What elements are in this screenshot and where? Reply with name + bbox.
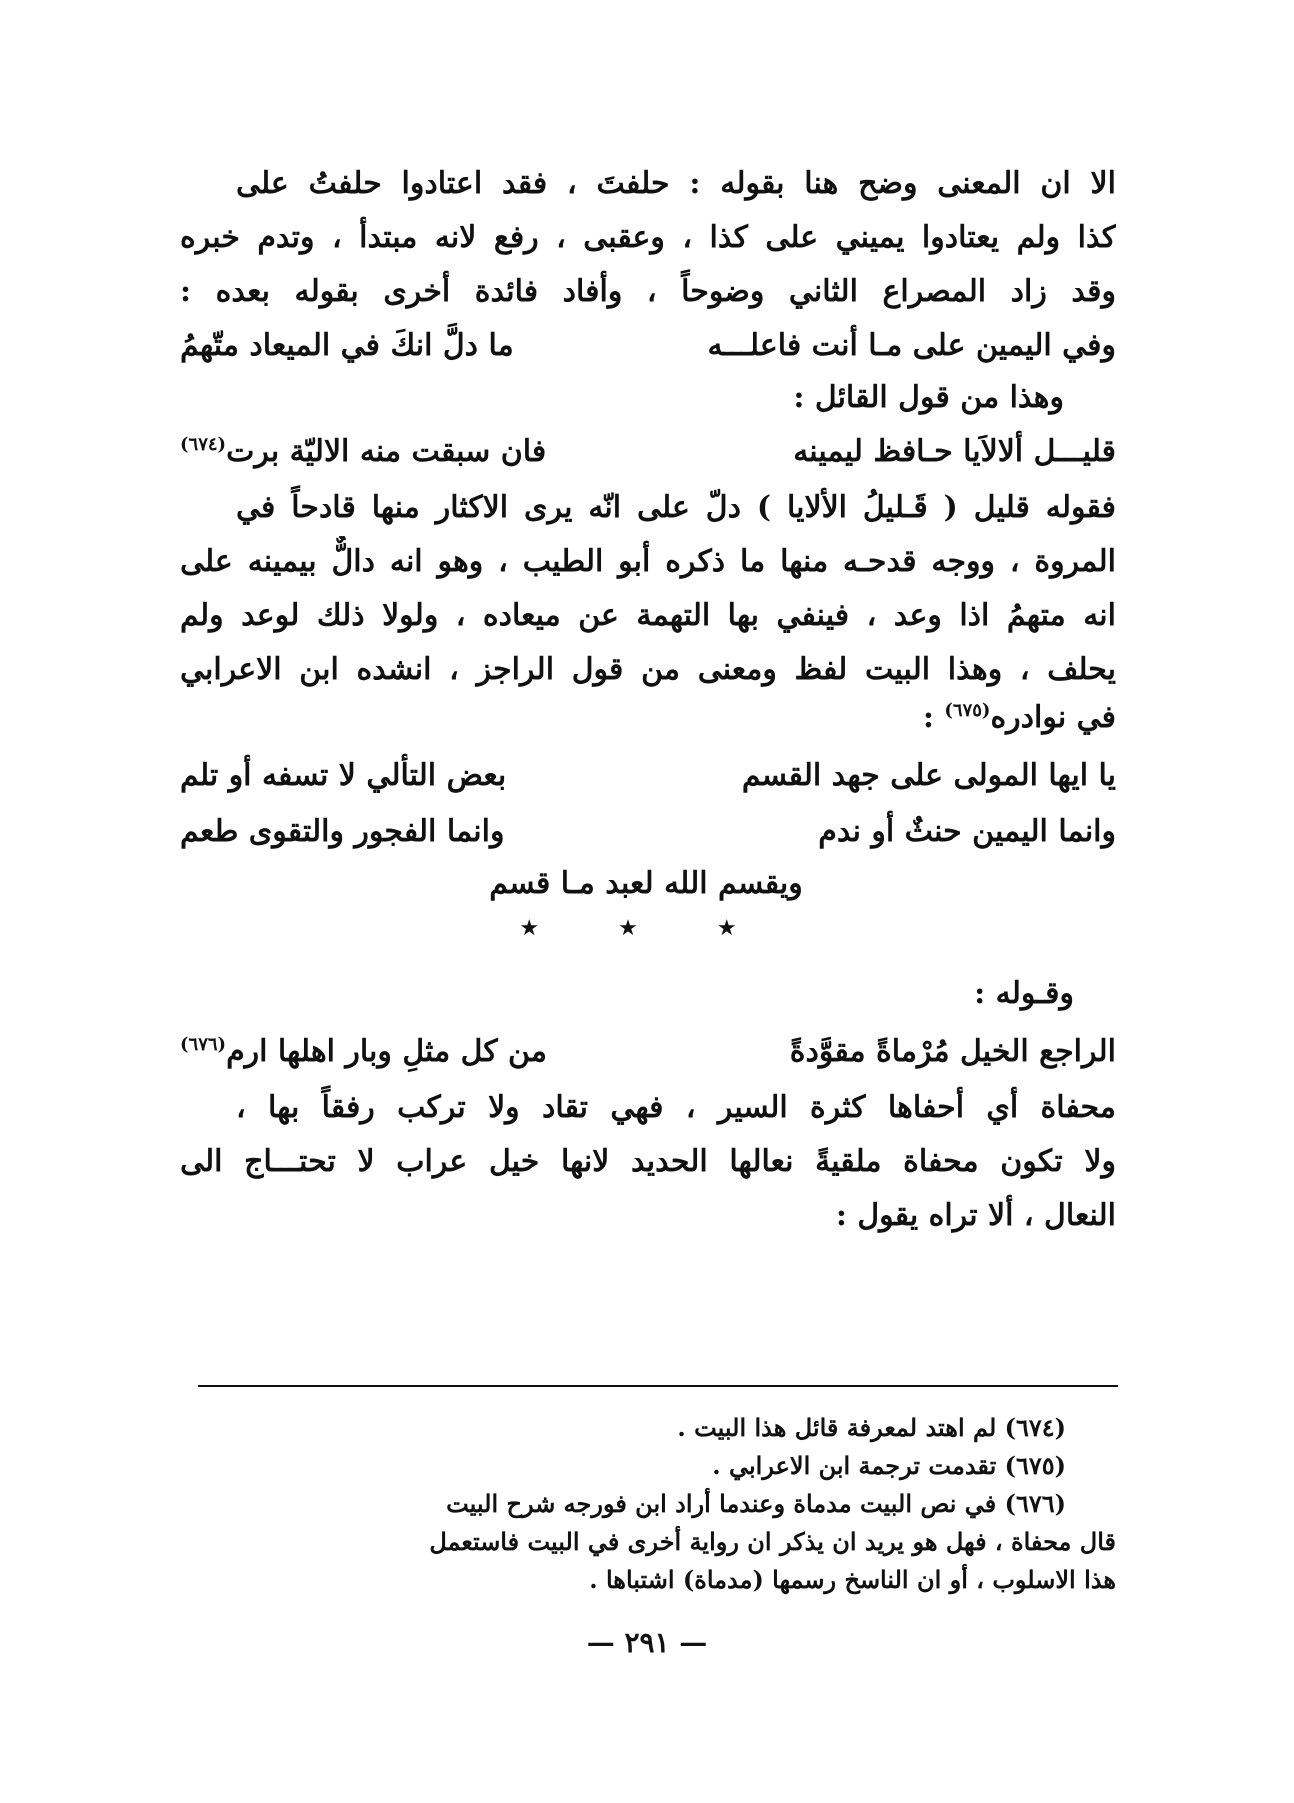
footnote-ref-675: (٦٧٥) bbox=[944, 700, 991, 721]
verse-3-2-second: وانما الفجور والتقوى طعم bbox=[180, 814, 505, 849]
verse-4 bbox=[180, 1024, 1116, 1080]
verse-2-second-text: فان سبقت منه الاليّة برت bbox=[226, 434, 547, 469]
para2-line-5 bbox=[180, 692, 1116, 744]
verse-4-first-hemistich: الراجع الخيل مُرْماةً مقوَّدةً bbox=[789, 1034, 1116, 1069]
para2-line-4: يحلف ، وهذا البيت لفظ ومعنى من قول الراجز ، انشده ابن الاعرابي bbox=[180, 652, 1116, 687]
verse-4-second-text: من كل مثلِ وبار اهلها ارم bbox=[226, 1034, 547, 1069]
footnote-674: (٦٧٤) لم اهتد لمعرفة قائل هذا البيت . bbox=[677, 1413, 1066, 1442]
verse-3-1-second: بعض التألي لا تسفه أو تلم bbox=[180, 758, 507, 793]
verse-3-line-2 bbox=[180, 804, 1116, 860]
verse-3-1-first: يا ايها المولى على جهد القسم bbox=[741, 758, 1116, 793]
body-line-1: الا ان المعنى وضح هنا بقوله : حلفتَ ، فقد اعتادوا حلفتُ على bbox=[236, 166, 1116, 201]
footnote-676-cont-1: قال محفاة ، فهل هو يريد ان يذكر ان رواية أخرى في البيت فاستعمل bbox=[429, 1527, 1116, 1556]
footnote-separator bbox=[198, 1385, 1118, 1387]
intro-2: وهذا من قول القائل : bbox=[793, 380, 1064, 415]
footnote-ref-674: (٦٧٤) bbox=[180, 434, 227, 455]
footnote-675: (٦٧٥) تقدمت ترجمة ابن الاعرابي . bbox=[712, 1451, 1066, 1480]
footnote-676-cont-2: هذا الاسلوب ، أو ان الناسخ رسمها (مدماة) اشتباها . bbox=[589, 1565, 1116, 1594]
para3-line-1: محفاة أي أحفاها كثرة السير ، فهي تقاد ولا تركب رفقاً بها ، bbox=[236, 1090, 1116, 1125]
verse-2-first-hemistich: قليـــل ألالاَيا حـافظ ليمينه bbox=[793, 434, 1116, 469]
section-stars: ★ ★ ★ bbox=[519, 916, 773, 941]
verse-3-line-1 bbox=[180, 748, 1116, 804]
para2-last-colon: : bbox=[922, 700, 945, 735]
verse-3-2-first: وانما اليمين حنثٌ أو ندم bbox=[818, 814, 1116, 849]
intro-3: وقـوله : bbox=[974, 976, 1074, 1011]
body-line-3: وقد زاد المصراع الثاني وضوحاً ، وأفاد فائدة أخرى بقوله بعده : bbox=[180, 274, 1116, 309]
para2-line-3: انه متهمُ اذا وعد ، فينفي بها التهمة عن ميعاده ، ولولا ذلك لوعد ولم bbox=[180, 598, 1116, 633]
para3-line-3: النعال ، ألا تراه يقول : bbox=[835, 1198, 1116, 1233]
verse-1-second-hemistich: ما دلَّ انكَ في الميعاد متّهمُ bbox=[180, 328, 514, 363]
para2-line-1: فقوله قليل ( قَـليلُ الألايا ) دلّ على انّه يرى الاكثار منها قادحاً في bbox=[236, 490, 1116, 525]
verse-2 bbox=[180, 424, 1116, 480]
page-number: — ٢٩١ — bbox=[586, 1626, 708, 1659]
footnote-676: (٦٧٦) في نص البيت مدماة وعندما أراد ابن فورجه شرح البيت bbox=[446, 1489, 1066, 1518]
para2-last-text: في نوادره bbox=[990, 700, 1116, 735]
verse-4-second-hemistich bbox=[180, 1024, 610, 1080]
verse-1-first-hemistich: وفي اليمين على مـا أنت فاعلـــه bbox=[707, 328, 1116, 363]
verse-2-second-hemistich bbox=[180, 424, 610, 480]
body-line-2: كذا ولم يعتادوا يميني على كذا ، وعقبى ، رفع لانه مبتدأ ، وتدم خبره bbox=[180, 220, 1116, 255]
verse-3-line-3: ويقسم الله لعبد مـا قسم bbox=[489, 866, 803, 901]
para3-line-2: ولا تكون محفاة ملقيةً نعالها الحديد لانها خيل عراب لا تحتـــاج الى bbox=[180, 1144, 1116, 1179]
verse-1 bbox=[180, 318, 1116, 374]
para2-line-2: المروة ، ووجه قدحـه منها ما ذكره أبو الطيب ، وهو انه دالٌّ بيمينه على bbox=[180, 544, 1116, 579]
footnote-ref-676: (٦٧٦) bbox=[180, 1034, 227, 1055]
